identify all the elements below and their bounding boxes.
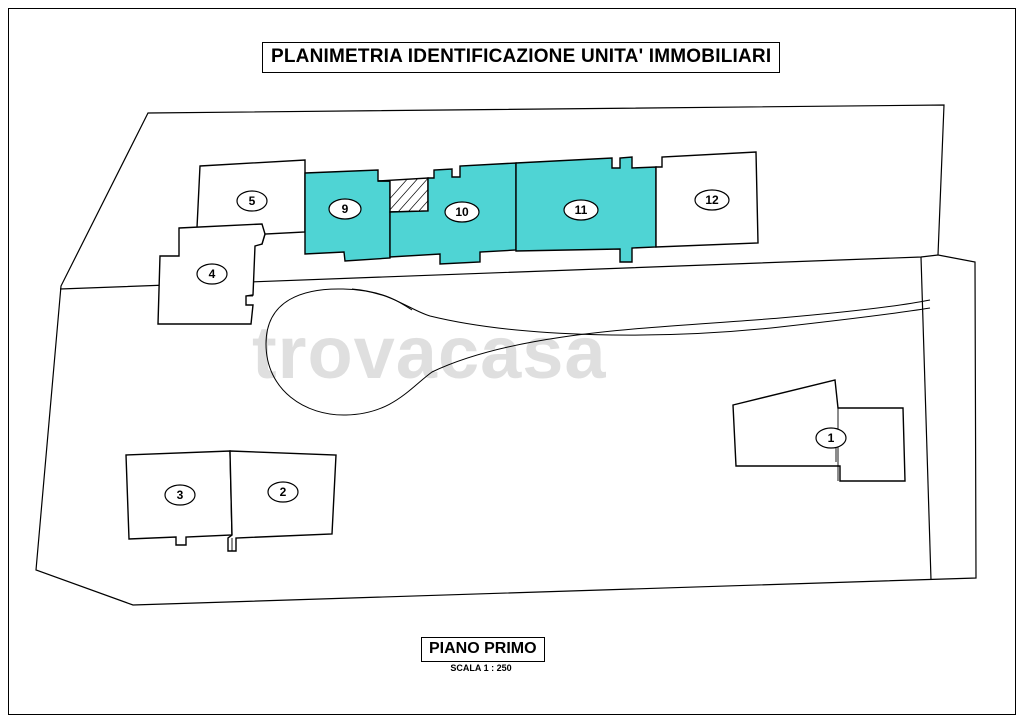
unit-label-10[interactable] [445, 202, 479, 222]
unit-label-9-text: 9 [341, 202, 349, 216]
unit-label-2-text: 2 [279, 485, 287, 499]
unit-label-5[interactable] [237, 191, 267, 211]
unit-label-3-text: 3 [176, 488, 184, 502]
scale-note: SCALA 1 : 250 [450, 663, 512, 673]
page-title: PLANIMETRIA IDENTIFICAZIONE UNITA' IMMOBILIARI [262, 42, 780, 73]
unit-label-11-text: 11 [574, 203, 588, 217]
watermark-text: trovacasa [252, 311, 607, 394]
unit-label-3[interactable] [165, 485, 195, 505]
unit-label-1[interactable] [816, 428, 846, 448]
unit-label-4-text: 4 [208, 267, 216, 281]
unit-label-9[interactable] [329, 199, 361, 219]
unit-label-10-text: 10 [455, 205, 469, 219]
unit-label-12[interactable] [695, 190, 729, 210]
floor-title: PIANO PRIMO [421, 637, 545, 662]
unit-label-1-text: 1 [827, 431, 835, 445]
unit-label-2[interactable] [268, 482, 298, 502]
unit-label-11[interactable] [564, 200, 598, 220]
unit-label-5-text: 5 [248, 194, 256, 208]
unit-label-4[interactable] [197, 264, 227, 284]
unit-label-12-text: 12 [705, 193, 719, 207]
building-unit-1 [733, 380, 905, 481]
